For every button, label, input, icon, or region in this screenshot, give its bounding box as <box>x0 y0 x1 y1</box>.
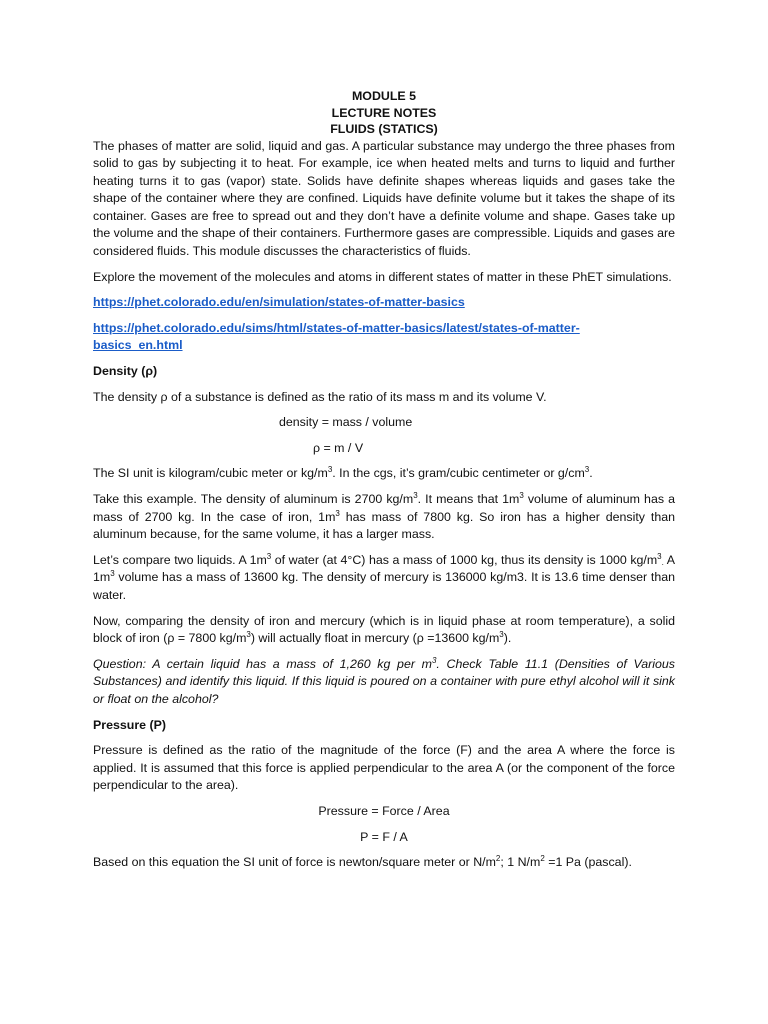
density-heading: Density (ρ) <box>93 364 158 379</box>
pressure-equation-words: Pressure = Force / Area <box>318 803 450 818</box>
module-title: MODULE 5 <box>351 89 417 103</box>
phet-link-2[interactable] <box>93 320 675 355</box>
topic-title: FLUIDS (STATICS) <box>330 122 438 136</box>
phet-link-2-line2: basics_en.html <box>93 338 183 353</box>
density-liquids-comparison: Let’s compare two liquids. A $1m^3$ of water (at 4°C) has a mass of 1000 kg, thus its density is 1000 $kg/m^3$. A $1m^3$ volume has a mass of 13600 kg. The density of mercury is 136000 kg/m3. It is 13.6 time denser than water. <box>93 551 675 602</box>
phet-link-2-line1: https://phet.colorado.edu/sims/html/states-of-matter-basics/latest/states-of-matter- <box>93 320 580 335</box>
lecture-notes-title: LECTURE NOTES <box>331 105 437 120</box>
pressure-definition: Pressure is defined as the ratio of the magnitude of the force (F) and the area A where the force is applied. It is assumed that this force is applied perpendicular to the area A (or the component of the force perpendicular to the area). <box>93 743 675 793</box>
phet-link-1[interactable]: https://phet.colorado.edu/en/simulation/states-of-matter-basics <box>93 295 465 310</box>
pressure-si-unit: Based on this equation the SI unit of force is newton/square meter or $N/m^2$; 1 $N/m^2 =1$ Pa (pascal). <box>93 854 632 870</box>
explore-paragraph: Explore the movement of the molecules and atoms in different states of matter in these PhET simulations. <box>93 269 672 284</box>
density-iron-mercury: Now, comparing the density of iron and mercury (which is in liquid phase at room temperature), a solid block of iron (ρ = 7800 $kg/m^3$) will actually float in mercury (ρ =13600 $kg/m^3$). <box>93 613 675 646</box>
intro-paragraph: The phases of matter are solid, liquid and gas. A particular substance may undergo the three phases from solid to gas by subjecting it to heat. For example, ice when heated melts and turns to liquid and further heating turns it to gas (vapor) state. Solids have definite shapes whereas liquids and gases take the shape of the container where they are confined. Liquids have definite volume but it takes the shape of its container. Gases are free to spread out and they don’t have a definite volume and shape. Gases take up the volume and the shape of their containers. Furthermore gases are compressible. Liquids and gases are considered fluids. This module discusses the characteristics of fluids. <box>93 138 675 259</box>
pressure-equation-symbols: P = F / A <box>360 829 408 844</box>
pressure-heading: Pressure (P) <box>93 717 167 732</box>
density-example: Take this example. The density of aluminum is 2700 $kg/m^3$. It means that $1m^3$ volume of aluminum has a mass of 2700 kg. In the case of iron, $1m^3$ has mass of 7800 kg. So iron has a higher density than aluminum because, for the same volume, it has a larger mass. <box>93 491 675 542</box>
density-definition: The density ρ of a substance is defined as the ratio of its mass m and its volume V. <box>93 389 547 404</box>
density-equation-words: density = mass / volume <box>279 415 413 430</box>
density-si-unit: The SI unit is kilogram/cubic meter or $kg/m^3$. In the cgs, it’s gram/cubic centimeter or $g/cm^3$. <box>93 465 593 481</box>
density-equation-symbols: ρ = m / V <box>313 440 364 455</box>
density-question: Question: A certain liquid has a mass of 1,260 kg per $m^3$. Check Table 11.1 (Densities of Various Substances) and identify this liquid. If this liquid is poured on a container with pure ethyl alcohol will it sink or float on the alcohol? <box>93 655 676 706</box>
